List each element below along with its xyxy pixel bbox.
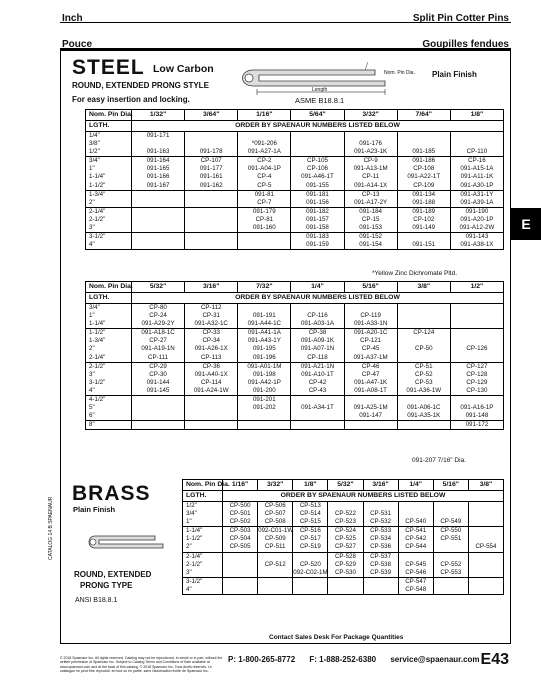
part-number-cell: 091-186 CP-108 091-A22-1T CP-109 xyxy=(397,157,450,190)
side-catalog-text: CATALOG 14 B SPAENAUR xyxy=(48,496,54,560)
part-number-cell: CP-545 CP-546 xyxy=(398,552,433,577)
part-number-cell: CP-524 CP-525 CP-527 xyxy=(328,527,363,552)
order-header-row xyxy=(86,293,504,304)
part-number-cell xyxy=(468,502,503,527)
part-number-cell: 091-151 xyxy=(397,233,450,250)
part-number-cell: 091-A31-1Y 091-A39-1A xyxy=(450,190,503,207)
part-number-cell: CP-112 CP-31 091-A32-1C xyxy=(185,304,238,329)
part-number-cell: 091-A16-1P 091-148 xyxy=(450,396,503,421)
part-number-cell: *091-206 091-A27-1A xyxy=(238,132,291,157)
table-row xyxy=(86,362,504,395)
part-number-cell xyxy=(291,421,344,430)
part-number-cell xyxy=(433,577,468,594)
diameter-header: 1/32" xyxy=(132,110,185,121)
part-number-cell xyxy=(238,421,291,430)
length-cell: 1-3/4" 2" xyxy=(86,190,132,207)
part-number-cell: CP-522 CP-523 xyxy=(328,502,363,527)
part-number-cell: CP-520 092-C02-1M xyxy=(293,552,328,577)
nom-pin-dia-label: Nom. Pin Dia. xyxy=(86,110,132,121)
diameter-header: 5/32" xyxy=(328,480,363,491)
order-by-label: ORDER BY SPAENAUR NUMBERS LISTED BELOW xyxy=(223,491,504,502)
part-number-cell: CP-541 CP-542 CP-544 xyxy=(398,527,433,552)
table-row xyxy=(86,329,504,362)
diameter-header: 3/32" xyxy=(258,480,293,491)
part-number-cell xyxy=(468,552,503,577)
header-units-fr: Pouce xyxy=(62,39,93,50)
part-number-cell: 091-152 091-154 xyxy=(344,233,397,250)
diameter-header: 1/8" xyxy=(293,480,328,491)
length-cell: 4-1/2" 5" 6" xyxy=(86,396,132,421)
part-number-cell: CP-33 CP-34 091-A26-1X CP-113 xyxy=(185,329,238,362)
part-number-cell: CP-51 CP-52 CP-53 091-A36-1W xyxy=(397,362,450,395)
part-number-cell: 092-C01-1W CP-509 CP-511 xyxy=(258,527,294,551)
part-number-cell: CP-127 CP-128 CP-129 CP-130 xyxy=(450,362,503,395)
table-row xyxy=(86,396,504,421)
table-row xyxy=(86,157,504,190)
part-number-cell: 091-201 091-202 xyxy=(238,396,291,421)
part-number-cell: CP-126 xyxy=(450,329,503,362)
part-number-cell: 091-179 CP-81 091-160 xyxy=(238,207,291,232)
length-cell: 3/4" 1" 1-1/4" xyxy=(86,304,132,329)
diameter-header: 7/32" xyxy=(238,282,291,293)
part-number-cell: CP-13 091-A17-2Y xyxy=(344,190,397,207)
part-number-cell: CP-36 091-A40-1X CP-114 091-A24-1W xyxy=(185,362,238,395)
part-number-cell: 091-191 091-A44-1C xyxy=(238,304,291,329)
part-number-cell xyxy=(132,207,185,232)
diagram-label-dia: Nom. Pin Dia. xyxy=(384,70,415,76)
table-row xyxy=(86,421,504,430)
part-number-cell: 091-143 091-A38-1X xyxy=(450,233,503,250)
part-number-cell: 091-164 091-165 091-166 091-167 xyxy=(132,157,185,190)
part-number-cell: 091-A21-1N 091-A10-1T CP-42 CP-43 xyxy=(291,362,344,395)
diameter-header: 5/32" xyxy=(132,282,185,293)
part-number-cell: CP-9 091-A13-1M CP-11 091-A14-1X xyxy=(344,157,397,190)
diameter-header-row xyxy=(86,282,504,293)
diameter-header-row xyxy=(183,480,504,491)
diagram-label-length: Length xyxy=(312,87,328,93)
table-row xyxy=(86,304,504,329)
contact-sales-note: Contact Sales Desk For Package Quantities xyxy=(269,634,404,641)
length-cell: 1-1/4" 1-1/2" 2" xyxy=(183,527,223,552)
part-number-cell: CP-124 CP-50 xyxy=(397,329,450,362)
header-left xyxy=(62,12,92,51)
brass-pin-illustration xyxy=(85,530,170,554)
header-right xyxy=(413,12,509,51)
part-number-cell: 091-176 091-A23-1K xyxy=(344,132,397,157)
footer-phone: P: 1-800-265-8772 xyxy=(228,655,296,664)
lgth-label: LGTH. xyxy=(86,121,132,132)
order-by-label: ORDER BY SPAENAUR NUMBERS LISTED BELOW xyxy=(132,293,504,304)
table-row xyxy=(183,527,504,552)
length-cell: 1-1/2" 1-3/4" 2" 2-1/4" xyxy=(86,329,132,362)
length-cell: 3-1/2" 4" xyxy=(86,233,132,250)
diameter-header: 1/2" xyxy=(450,282,503,293)
section-tab: E xyxy=(511,208,541,240)
length-cell: 2-1/4" 2-1/2" 3" xyxy=(86,207,132,232)
part-number-cell: 091-185 xyxy=(397,132,450,157)
table-row xyxy=(86,207,504,232)
part-number-cell: 091-A34-1T xyxy=(291,396,344,421)
part-number-cell: 091-134 091-188 xyxy=(397,190,450,207)
part-number-cell: CP-554 xyxy=(468,527,503,552)
part-number-cell: CP-552 CP-553 xyxy=(433,552,468,577)
diameter-header: 1/4" xyxy=(398,480,433,491)
part-number-cell: 091-181 091-156 xyxy=(291,190,344,207)
steel-title: STEEL xyxy=(72,56,145,79)
part-number-cell: CP-116 091-A03-1A xyxy=(291,304,344,329)
part-number-cell: CP-80 CP-24 091-A29-2Y xyxy=(132,304,185,329)
part-number-cell xyxy=(397,421,450,430)
length-cell: 3-1/2" 4" xyxy=(183,577,223,594)
diameter-header: 3/32" xyxy=(344,110,397,121)
part-number-cell xyxy=(223,552,258,577)
part-number-cell xyxy=(328,577,363,594)
steel-standard: ASME B18.8.1 xyxy=(295,96,345,105)
diameter-header-row xyxy=(86,110,504,121)
footer-copyright: © 2018 Spaenaur Inc. All rights reserved. Catalog may not be reproduced, in whole or in part, without the written permission of Spaenaur Inc. Subject to Catalog Terms and Conditions of Sale available at www.spaenaur.com and at the back of this catalog. © 2018 Spaenaur Inc. Tous droits réservés. Le catalogue ne peut être reproduit, en tout ou en partie, sans l'autorisation écrite de Spaenaur Inc. xyxy=(60,656,223,673)
diameter-header: 5/64" xyxy=(291,110,344,121)
order-by-label: ORDER BY SPAENAUR NUMBERS LISTED BELOW xyxy=(132,121,504,132)
part-number-cell: 091-178 xyxy=(185,132,238,157)
part-number-cell xyxy=(293,577,328,594)
diameter-header: 3/8" xyxy=(468,480,503,491)
length-cell: 2-1/2" 3" 3-1/2" 4" xyxy=(86,362,132,395)
part-number-cell: CP-506 CP-507 CP-508 xyxy=(258,502,293,527)
brass-style xyxy=(74,569,151,591)
part-number-cell: CP-119 091-A33-1N xyxy=(344,304,397,329)
length-cell: 1/2" 3/4" 1" xyxy=(183,502,223,527)
part-number-cell: 091-A41-1A 091-A43-1Y 091-195 091-196 xyxy=(238,329,291,362)
header-product-title-fr: Goupilles fendues xyxy=(422,39,509,50)
diameter-header: 7/64" xyxy=(397,110,450,121)
part-number-cell: CP-503 CP-504 CP-505 xyxy=(223,527,258,552)
part-number-cell: 091-190 091-A20-1P 091-A12-2W xyxy=(450,207,503,232)
part-number-cell: CP-107 091-177 091-161 091-162 xyxy=(185,157,238,190)
part-number-cell xyxy=(185,421,238,430)
part-number-cell xyxy=(185,396,238,421)
part-number-cell: 091-182 091-157 091-158 xyxy=(291,207,344,232)
part-number-cell: CP-38 091-A09-1K 091-A07-1N CP-118 xyxy=(291,329,344,362)
order-header-row xyxy=(86,121,504,132)
steel-subtitle: Low Carbon xyxy=(153,63,214,75)
part-number-cell: CP-110 xyxy=(450,132,503,157)
yellow-zinc-note: *Yellow Zinc Dichromate Pltd. xyxy=(372,270,458,277)
part-number-cell: 091-81 CP-7 xyxy=(238,190,291,207)
steel-table-small xyxy=(85,109,504,250)
part-number-cell xyxy=(397,304,450,329)
part-number-cell: CP-2 091-A04-1P CP-4 CP-5 xyxy=(238,157,291,190)
nom-pin-dia-label: Nom. Pin Dia. xyxy=(86,282,132,293)
brass-table xyxy=(182,479,504,595)
part-number-cell xyxy=(223,577,258,594)
part-number-cell: CP-16 091-A15-1A 091-A11-1K 091-A30-1P xyxy=(450,157,503,190)
length-cell: 1/4" 3/8" 1/2" xyxy=(86,132,132,157)
part-number-cell xyxy=(258,577,293,594)
part-number-cell xyxy=(291,132,344,157)
brass-title: BRASS xyxy=(72,482,151,505)
brass-style-line1: ROUND, EXTENDED xyxy=(74,570,152,579)
footer-contacts xyxy=(228,655,492,664)
table-row xyxy=(183,502,504,527)
steel-finish: Plain Finish xyxy=(432,70,477,79)
diameter-header: 1/16" xyxy=(238,110,291,121)
part-number-cell xyxy=(132,233,185,250)
part-number-cell xyxy=(132,396,185,421)
diameter-header: 1/4" xyxy=(291,282,344,293)
part-number-cell: 091-A06-1C 091-A35-1K xyxy=(397,396,450,421)
steel-style: ROUND, EXTENDED PRONG STYLE xyxy=(72,81,209,90)
part-number-cell: 091-A20-1C CP-121 CP-45 091-A37-1M xyxy=(344,329,397,362)
part-number-cell: CP-528 CP-529 CP-530 xyxy=(328,552,363,577)
diameter-header: 3/16" xyxy=(185,282,238,293)
table-row xyxy=(86,190,504,207)
page-number: E43 xyxy=(480,651,509,668)
part-number-cell: 091-189 CP-102 091-149 xyxy=(397,207,450,232)
table-row xyxy=(86,132,504,157)
footer-fax: F: 1-888-252-6380 xyxy=(309,655,377,664)
footer-email[interactable]: service@spaenaur.com xyxy=(390,655,480,664)
part-number-cell xyxy=(185,207,238,232)
part-number-cell: CP-105 CP-106 091-A46-1T 091-155 xyxy=(291,157,344,190)
part-number-cell: CP-537 CP-538 CP-539 xyxy=(363,552,398,577)
brass-style-line2: PRONG TYPE xyxy=(80,581,133,590)
part-number-cell: CP-547 CP-548 xyxy=(398,577,433,594)
part-number-cell: 091-A25-1M 091-147 xyxy=(344,396,397,421)
header-product-title: Split Pin Cotter Pins xyxy=(412,13,509,24)
part-number-cell xyxy=(450,304,503,329)
part-number-cell: 091-183 091-159 xyxy=(291,233,344,250)
part-number-cell: CP-531 CP-532 xyxy=(363,502,398,527)
part-number-cell xyxy=(185,190,238,207)
part-number-cell: CP-533 CP-534 CP-536 xyxy=(363,527,398,552)
brass-standard: ANSI B18.8.1 xyxy=(75,597,118,604)
header-rule xyxy=(60,22,511,23)
part-number-cell: CP-549 xyxy=(433,502,468,527)
length-cell: 3/4" 1" 1-1/4" 1-1/2" xyxy=(86,157,132,190)
part-number-cell: 091-184 CP-15 091-153 xyxy=(344,207,397,232)
steel-use: For easy insertion and locking. xyxy=(72,95,190,104)
length-cell: 2-1/4" 2-1/2" 3" xyxy=(183,552,223,577)
part-number-cell: 091-A01-1M 091-198 091-A42-1P 091-200 xyxy=(238,362,291,395)
diameter-header: 5/16" xyxy=(433,480,468,491)
lgth-label: LGTH. xyxy=(183,491,223,502)
lgth-label: LGTH. xyxy=(86,293,132,304)
diameter-header: 3/16" xyxy=(363,480,398,491)
part-number-cell: CP-516 CP-517 CP-519 xyxy=(293,527,328,552)
diameter-header: 3/8" xyxy=(397,282,450,293)
diameter-header: 1/8" xyxy=(450,110,503,121)
header-units: Inch xyxy=(62,13,83,24)
part-number-cell xyxy=(363,577,398,594)
part-number-cell: 091-171 091-163 xyxy=(132,132,185,157)
part-number-cell: CP-46 CP-47 091-A47-1K 091-A08-1T xyxy=(344,362,397,395)
part-number-cell xyxy=(238,233,291,250)
part-number-cell: CP-550 CP-551 xyxy=(433,527,468,552)
table-row xyxy=(183,577,504,594)
seven-sixteenths-note: 091-207 7/16" Dia. xyxy=(412,457,466,464)
part-number-cell: 091-A18-1C CP-27 091-A19-1N CP-111 xyxy=(132,329,185,362)
part-number-cell xyxy=(185,233,238,250)
part-number-cell: CP-500 CP-501 CP-502 xyxy=(223,502,258,527)
part-number-cell: CP-29 CP-30 091-144 091-145 xyxy=(132,362,185,395)
diameter-header: 3/64" xyxy=(185,110,238,121)
part-number-cell xyxy=(468,577,503,594)
diameter-header: 1/16" xyxy=(223,480,258,491)
steel-table-large xyxy=(85,281,504,430)
nom-pin-dia-label: Nom. Pin Dia. xyxy=(183,480,223,491)
part-number-cell: 091-172 xyxy=(450,421,503,430)
part-number-cell: CP-512 xyxy=(258,552,293,577)
part-number-cell xyxy=(132,190,185,207)
part-number-cell xyxy=(132,421,185,430)
part-number-cell: CP-540 xyxy=(398,502,433,527)
part-number-cell xyxy=(344,421,397,430)
order-header-row xyxy=(183,491,504,502)
table-row xyxy=(183,552,504,577)
table-row xyxy=(86,233,504,250)
brass-finish: Plain Finish xyxy=(73,505,116,514)
part-number-cell: CP-513 CP-514 CP-515 xyxy=(293,502,328,527)
length-cell: 8" xyxy=(86,421,132,430)
diameter-header: 5/16" xyxy=(344,282,397,293)
